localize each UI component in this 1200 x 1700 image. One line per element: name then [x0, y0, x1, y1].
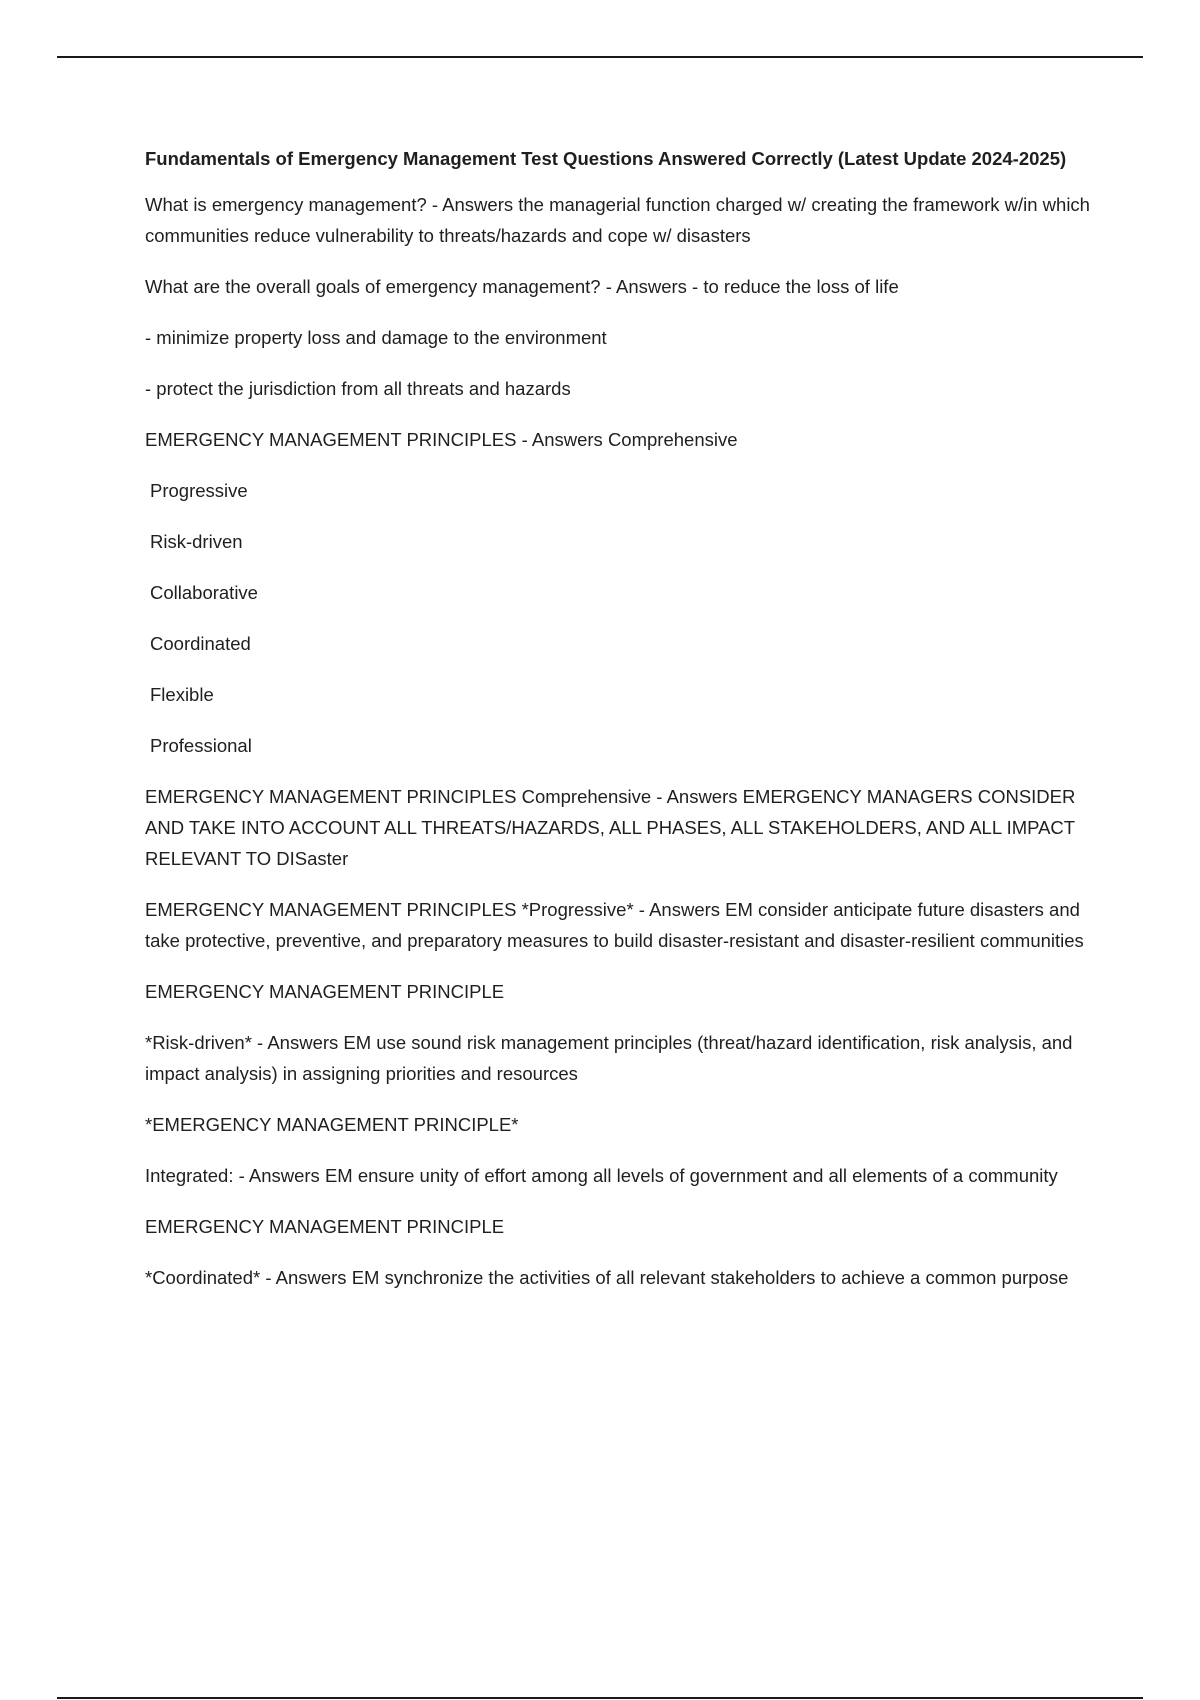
- paragraph: *EMERGENCY MANAGEMENT PRINCIPLE*: [145, 1114, 519, 1135]
- paragraph: Integrated: - Answers EM ensure unity of effort among all levels of government and all elements of a community: [145, 1165, 1058, 1186]
- paragraph: What is emergency management? - Answers the managerial function charged w/ creating the framework w/in which communities reduce vulnerability to threats/hazards and cope w/ disasters: [145, 194, 1090, 246]
- document-body: [145, 143, 1095, 1313]
- paragraph: *Coordinated* - Answers EM synchronize the activities of all relevant stakeholders to achieve a common purpose: [145, 1267, 1069, 1288]
- paragraph: *Risk-driven* - Answers EM use sound risk management principles (threat/hazard identification, risk analysis, and impact analysis) in assigning priorities and resources: [145, 1032, 1073, 1084]
- footer-rule: [57, 1697, 1143, 1699]
- principle-list-item: Flexible: [150, 684, 214, 705]
- principle-list-item: Collaborative: [150, 582, 258, 603]
- paragraph: - protect the jurisdiction from all threats and hazards: [145, 378, 571, 399]
- principle-list-item: Progressive: [150, 480, 248, 501]
- paragraph: - minimize property loss and damage to the environment: [145, 327, 607, 348]
- document-title: Fundamentals of Emergency Management Test Questions Answered Correctly (Latest Update 2024-2025): [145, 148, 1067, 169]
- principle-list-item: Risk-driven: [150, 531, 243, 552]
- paragraph: EMERGENCY MANAGEMENT PRINCIPLE: [145, 1216, 505, 1237]
- principle-list-item: Coordinated: [150, 633, 251, 654]
- paragraph: EMERGENCY MANAGEMENT PRINCIPLES Comprehensive - Answers EMERGENCY MANAGERS CONSIDER AND TAKE INTO ACCOUNT ALL THREATS/HAZARDS, ALL PHASES, ALL STAKEHOLDERS, AND ALL IMPACT RELEVANT TO DISaster: [145, 786, 1076, 869]
- header-rule: [57, 56, 1143, 58]
- paragraph: EMERGENCY MANAGEMENT PRINCIPLES - Answers Comprehensive: [145, 429, 738, 450]
- paragraph: EMERGENCY MANAGEMENT PRINCIPLE: [145, 981, 505, 1002]
- principle-list-item: Professional: [150, 735, 252, 756]
- paragraph: EMERGENCY MANAGEMENT PRINCIPLES *Progressive* - Answers EM consider anticipate future disasters and take protective, preventive, and preparatory measures to build disaster-resistant and disaster-resilient communities: [145, 899, 1084, 951]
- paragraph: What are the overall goals of emergency management? - Answers - to reduce the loss of life: [145, 276, 899, 297]
